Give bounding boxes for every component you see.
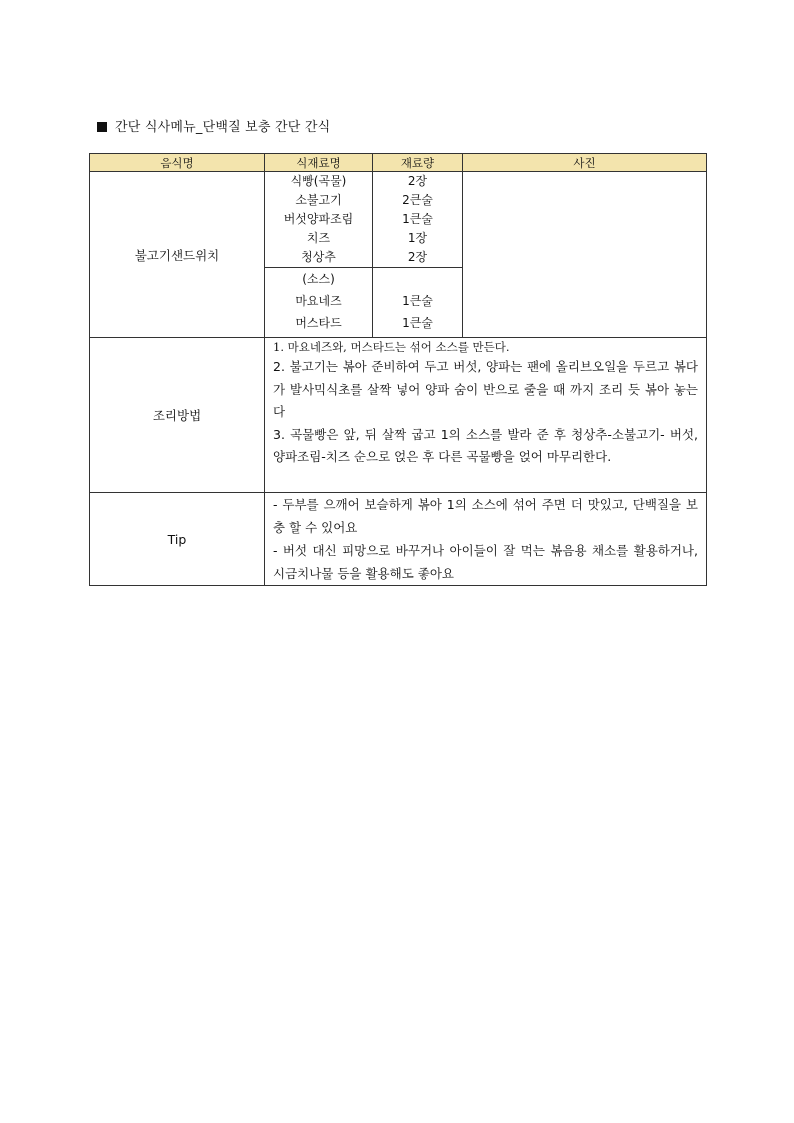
ingredient-amount: 2장 xyxy=(407,174,428,188)
sauce-amount: 1큰술 xyxy=(402,316,433,330)
page-title-text: 간단 식사메뉴_단백질 보충 간단 간식 xyxy=(115,120,331,135)
ingredient-name: 청상추 xyxy=(301,250,336,264)
sauce-amount: 1큰술 xyxy=(402,294,433,308)
ingredient-row xyxy=(90,172,707,268)
dish-name: 불고기샌드위치 xyxy=(90,172,265,338)
method-content xyxy=(265,338,707,493)
header-ingredient: 식재료명 xyxy=(265,154,373,172)
square-bullet-icon xyxy=(97,122,107,132)
ingredient-names xyxy=(265,172,373,268)
ingredient-amount: 1큰술 xyxy=(402,212,433,226)
method-step: 2. 불고기는 볶아 준비하여 두고 버섯, 양파는 팬에 올리브오일을 두르고 볶다가 발사믹식초를 살짝 넣어 양파 숨이 반으로 줄을 때 까지 조리 듯 볶아 놓는다 xyxy=(273,359,698,419)
header-dish: 음식명 xyxy=(90,154,265,172)
tip-content xyxy=(265,493,707,586)
ingredient-name: 버섯양파조림 xyxy=(283,212,354,226)
ingredient-name: 소불고기 xyxy=(295,193,342,207)
page-title xyxy=(97,116,330,135)
header-photo: 사진 xyxy=(463,154,707,172)
tip-label: Tip xyxy=(90,493,265,586)
recipe-table xyxy=(89,153,707,586)
ingredient-name: 식빵(곡물) xyxy=(290,174,347,188)
sauce-label: (소스) xyxy=(302,272,335,286)
sauce-name: 머스타드 xyxy=(295,316,342,330)
header-amount: 재료량 xyxy=(373,154,463,172)
ingredient-amounts xyxy=(373,172,463,268)
header-row xyxy=(90,154,707,172)
method-step: 3. 곡물빵은 앞, 뒤 살짝 굽고 1의 소스를 발라 준 후 청상추-소불고기- 버섯, 양파조림-치즈 순으로 얹은 후 다른 곡물빵을 얹어 마무리한다. xyxy=(273,426,698,464)
sauce-amounts xyxy=(373,268,463,338)
ingredient-amount: 2장 xyxy=(407,250,428,264)
tip-row xyxy=(90,493,707,586)
sauce-name: 마요네즈 xyxy=(295,294,342,308)
ingredient-name: 치즈 xyxy=(306,231,331,245)
tip-line: - 버섯 대신 피망으로 바꾸거나 아이들이 잘 먹는 볶음용 채소를 활용하거나, 시금치나물 등을 활용해도 좋아요 xyxy=(273,543,698,581)
ingredient-amount: 2큰술 xyxy=(402,193,433,207)
photo-cell xyxy=(463,172,707,338)
method-step: 1. 마요네즈와, 머스타드는 섞어 소스를 만든다. xyxy=(273,340,510,354)
sauce-names xyxy=(265,268,373,338)
tip-line: - 두부를 으깨어 보슬하게 볶아 1의 소스에 섞어 주면 더 맛있고, 단백질을 보충 할 수 있어요 xyxy=(273,497,698,535)
ingredient-amount: 1장 xyxy=(407,231,428,245)
method-label: 조리방법 xyxy=(90,338,265,493)
method-row xyxy=(90,338,707,493)
